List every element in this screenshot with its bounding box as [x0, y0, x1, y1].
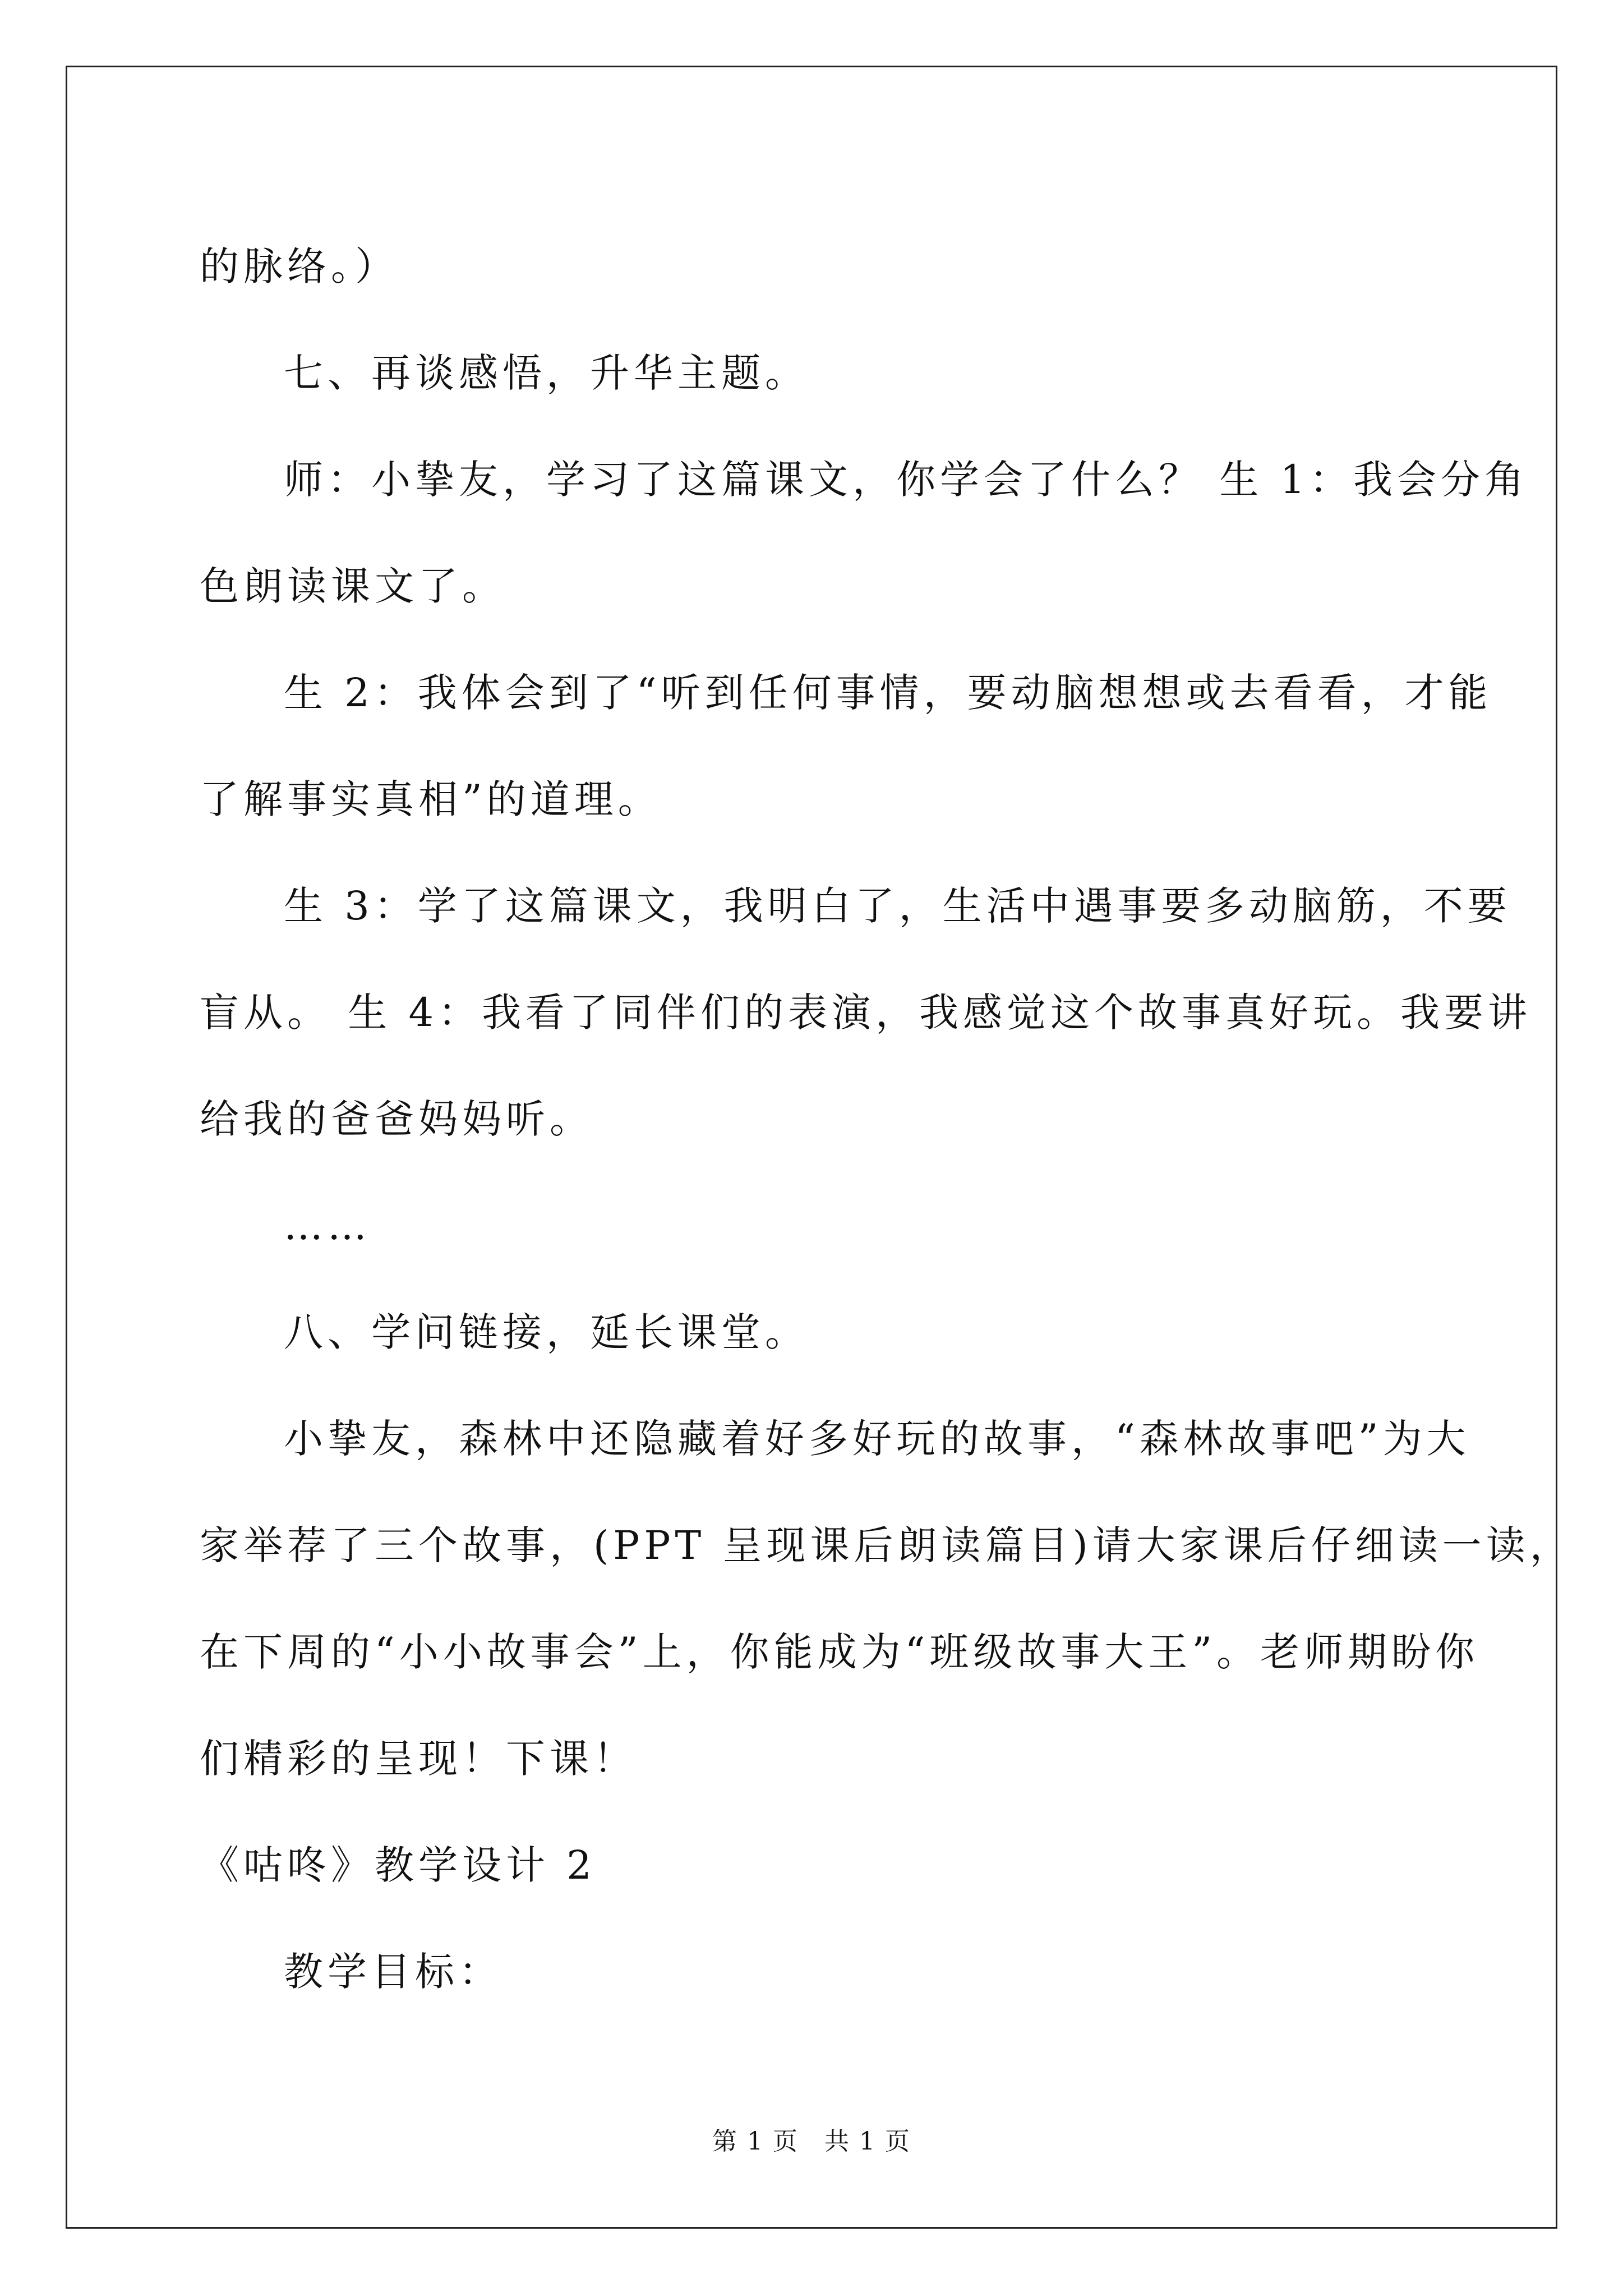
text-line: 小挚友，森林中还隐藏着好多好玩的故事，“森林故事吧”为大: [284, 1416, 1470, 1462]
text-line: 们精彩的呈现！下课！: [200, 1736, 637, 1782]
text-line: 师：小挚友，学习了这篇课文，你学会了什么？ 生 1：我会分角: [284, 457, 1529, 503]
text-line: 家举荐了三个故事，(PPT 呈现课后朗读篇目)请大家课后仔细读一读，: [200, 1522, 1574, 1568]
document-body: [200, 213, 1574, 2025]
document-title: 《咕咚》教学设计 2: [200, 1842, 596, 1888]
text-line: 了解事实真相”的道理。: [200, 776, 662, 822]
text-line: 生 2：我体会到了“听到任何事情，要动脑想想或去看看，才能: [284, 670, 1492, 716]
section-heading: 七、再谈感悟，升华主题。: [284, 350, 809, 396]
text-line: 在下周的“小小故事会”上，你能成为“班级故事大王”。老师期盼你: [200, 1629, 1479, 1675]
ellipsis-line: ……: [284, 1203, 371, 1249]
text-line: 给我的爸爸妈妈听。: [200, 1096, 593, 1142]
text-line: 盲从。 生 4：我看了同伴们的表演，我感觉这个故事真好玩。我要讲: [200, 990, 1532, 1036]
text-line: 生 3：学了这篇课文，我明白了，生活中遇事要多动脑筋，不要: [284, 883, 1511, 929]
text-line: 色朗读课文了。: [200, 563, 506, 609]
section-heading: 八、学问链接，延长课堂。: [284, 1309, 809, 1355]
text-line: 的脉络。）: [200, 243, 399, 289]
section-heading: 教学目标：: [284, 1949, 502, 1995]
page-footer: 第 1 页 共 1 页: [712, 2127, 911, 2156]
